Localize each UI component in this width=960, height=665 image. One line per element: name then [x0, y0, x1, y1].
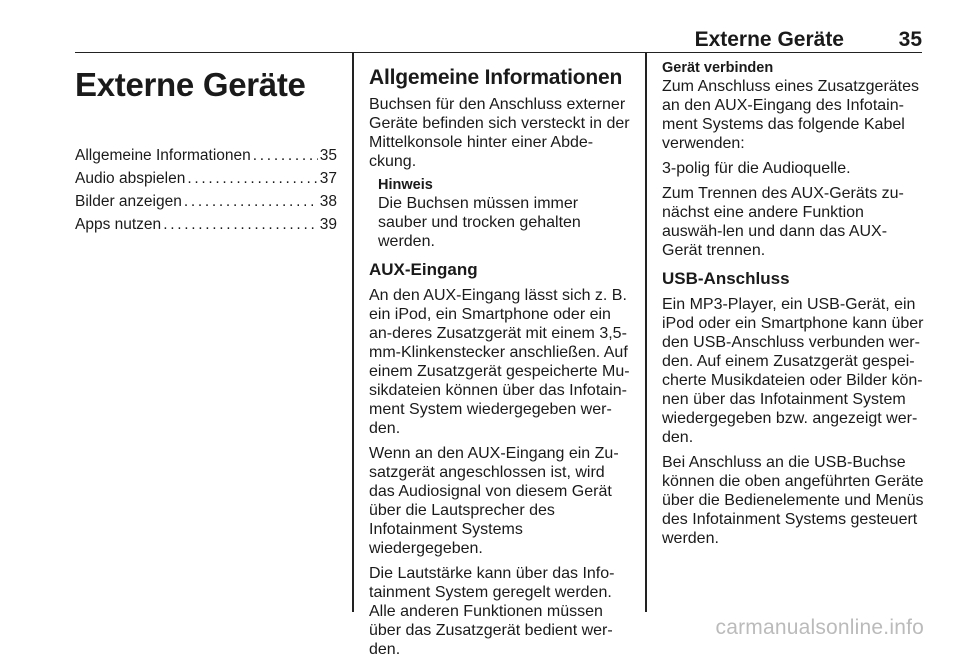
note-box	[378, 177, 631, 251]
note-text: Die Buchsen müssen immer sauber und trocken gehalten werden.	[378, 195, 581, 250]
note-title: Hinweis	[378, 177, 433, 193]
toc-leader-dots	[187, 169, 317, 188]
column-divider	[645, 52, 647, 612]
page-header	[75, 26, 922, 53]
toc-entry-page: 37	[319, 170, 337, 187]
toc-entry[interactable]	[75, 169, 337, 188]
section-heading-usb: USB-Anschluss	[662, 269, 790, 288]
section-heading-general: Allgemeine Informationen	[369, 66, 623, 89]
toc-column	[75, 60, 337, 238]
toc-entry-label: Allgemeine Informationen	[75, 147, 251, 164]
column-divider	[352, 52, 354, 612]
general-paragraph: Buchsen für den Anschluss externer Geräte befinden sich versteckt in der Mittelkonsole hinter einer Abde-ckung.	[369, 96, 630, 170]
subheading-connect: Gerät verbinden	[662, 60, 774, 76]
toc-entry[interactable]	[75, 146, 337, 165]
toc-leader-dots	[253, 146, 318, 165]
section-heading-aux: AUX-Eingang	[369, 260, 478, 279]
aux-paragraph-2: Wenn an den AUX-Eingang ein Zu-satzgerät angeschlossen ist, wird das Audiosignal von diesem Gerät über die Lautsprecher des Infotainment Systems wiedergegeben.	[369, 445, 619, 557]
right-column	[662, 60, 924, 554]
watermark: carmanualsonline.info	[715, 616, 924, 639]
toc-leader-dots	[184, 192, 318, 211]
connect-paragraph-3: Zum Trennen des AUX-Geräts zu-nächst eine andere Funktion auswäh-len und dann das AUX-Gerät trennen.	[662, 185, 904, 259]
middle-column	[369, 60, 631, 665]
toc-entry-label: Apps nutzen	[75, 216, 162, 233]
usb-paragraph-2: Bei Anschluss an die USB-Buchse können die oben angeführten Geräte über die Bedienelemente und Menüs des Infotainment Systems gesteuert werden.	[662, 454, 924, 547]
chapter-title: Externe Geräte	[75, 66, 306, 103]
toc-entry-label: Audio abspielen	[75, 170, 186, 187]
connect-paragraph-2: 3-polig für die Audioquelle.	[662, 160, 851, 177]
connect-paragraph-1: Zum Anschluss eines Zusatzgerätes an den AUX-Eingang des Infotain-ment Systems das folgende Kabel verwenden:	[662, 78, 920, 152]
toc-leader-dots	[163, 215, 318, 234]
header-title: Externe Geräte	[694, 28, 844, 51]
aux-paragraph-1: An den AUX-Eingang lässt sich z. B. ein iPod, ein Smartphone oder ein an-deres Zusatzgerät mit einem 3,5-mm-Klinkenstecker anschließen. Auf einem Zusatzgerät gespeicherte Mu-sikdateien können über das Infotain-ment System wiedergegeben wer-den.	[369, 287, 630, 437]
toc-entry-page: 39	[319, 216, 337, 233]
usb-paragraph-1: Ein MP3-Player, ein USB-Gerät, ein iPod oder ein Smartphone kann über den USB-Anschluss verbunden wer-den. Auf einem Zusatzgerät gespei-cherte Musikdateien oder Bilder kön-nen über das Infotainment System wiedergegeben bzw. angezeigt wer-den.	[662, 296, 924, 446]
aux-paragraph-3: Die Lautstärke kann über das Info-tainment System geregelt werden. Alle anderen Funktionen müssen über das Zusatzgerät bedient wer-den.	[369, 565, 615, 658]
toc-entry-label: Bilder anzeigen	[75, 193, 182, 210]
toc-entry-page: 38	[319, 193, 337, 210]
page-number: 35	[898, 28, 922, 51]
toc-entry-page: 35	[319, 147, 337, 164]
toc-entry[interactable]	[75, 215, 337, 234]
toc-entry[interactable]	[75, 192, 337, 211]
